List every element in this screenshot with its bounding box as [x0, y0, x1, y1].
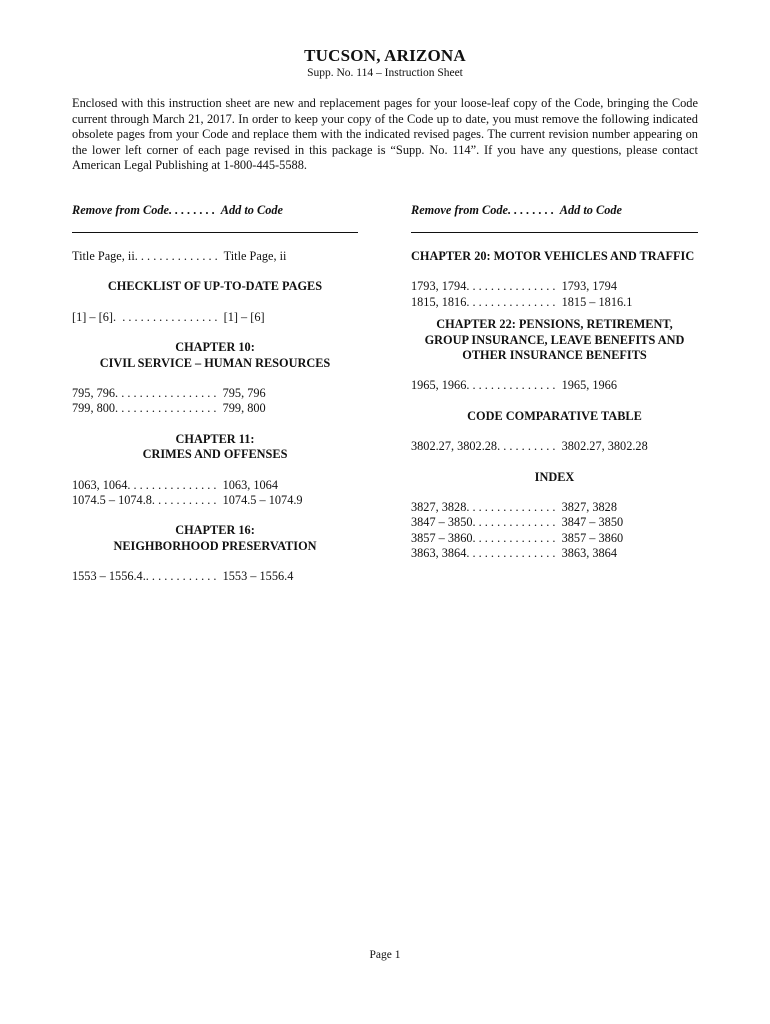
index-heading: INDEX: [534, 469, 575, 484]
document-title: TUCSON, ARIZONA: [304, 46, 466, 65]
index-entry: 3847 – 3850. . . . . . . . . . . . . . 3847 – 3850: [411, 515, 624, 530]
chapter-10-heading: CHAPTER 10:: [175, 340, 255, 355]
chapter-11-heading: CHAPTER 11:: [175, 431, 255, 446]
column-header-left: Remove from Code. . . . . . . . Add to Code: [72, 203, 283, 217]
chapter-11-entry: 1074.5 – 1074.8. . . . . . . . . . . 1074.5 – 1074.9: [72, 493, 303, 508]
intro-paragraph: Enclosed with this instruction sheet are new and replacement pages for your loose-leaf copy of the Code, bringing the Code current through March 21, 2017. In order to keep your copy of the Code up to date, you must remove the following indicated obsolete pages from your Code and replace them with the indicated revised pages. The current revision number appearing on the lower left corner of each page revised in this package is “Supp. No. 114”. If you have any questions, please contact American Legal Publishing at 1-800-445-5588.: [72, 96, 698, 173]
chapter-22-title-line-2: GROUP INSURANCE, LEAVE BENEFITS AND: [424, 332, 685, 347]
checklist-heading: CHECKLIST OF UP-TO-DATE PAGES: [107, 279, 323, 294]
code-comparative-table-heading: CODE COMPARATIVE TABLE: [467, 408, 642, 423]
right-column: [411, 203, 698, 562]
chapter-16-heading: CHAPTER 16:: [175, 523, 255, 538]
chapter-20-entry: 1815, 1816. . . . . . . . . . . . . . . 1815 – 1816.1: [411, 294, 633, 309]
chapter-20-entry: 1793, 1794. . . . . . . . . . . . . . . 1793, 1794: [411, 279, 617, 294]
left-column: [72, 203, 358, 585]
code-comparative-table-entry: 3802.27, 3802.28. . . . . . . . . . 3802.27, 3802.28: [411, 439, 648, 454]
index-entry: 3827, 3828. . . . . . . . . . . . . . . 3827, 3828: [411, 500, 617, 515]
column-header-right: Remove from Code. . . . . . . . Add to Code: [411, 203, 622, 217]
chapter-20-heading: CHAPTER 20: MOTOR VEHICLES AND TRAFFIC: [411, 249, 695, 263]
chapter-22-entry: 1965, 1966. . . . . . . . . . . . . . . 1965, 1966: [411, 378, 617, 393]
title-page-entry: Title Page, ii. . . . . . . . . . . . . . Title Page, ii: [72, 249, 287, 263]
chapter-16-entry: 1553 – 1556.4.. . . . . . . . . . . . 1553 – 1556.4: [72, 569, 294, 584]
chapter-11-entry: 1063, 1064. . . . . . . . . . . . . . . 1063, 1064: [72, 477, 278, 492]
checklist-entry: [1] – [6]. . . . . . . . . . . . . . . . . [1] – [6]: [72, 309, 265, 324]
chapter-11-title: CRIMES AND OFFENSES: [142, 447, 288, 462]
chapter-22-heading: CHAPTER 22: PENSIONS, RETIREMENT,: [436, 317, 673, 332]
index-entry: 3863, 3864. . . . . . . . . . . . . . . 3863, 3864: [411, 546, 617, 561]
page-number: Page 1: [369, 949, 401, 961]
chapter-10-entry: 795, 796. . . . . . . . . . . . . . . . . 795, 796: [72, 386, 266, 401]
chapter-22-title-line-3: OTHER INSURANCE BENEFITS: [462, 348, 647, 363]
chapter-16-title: NEIGHBORHOOD PRESERVATION: [113, 538, 317, 553]
index-entry: 3857 – 3860. . . . . . . . . . . . . . 3857 – 3860: [411, 530, 624, 545]
document-subtitle: Supp. No. 114 – Instruction Sheet: [307, 67, 463, 79]
chapter-10-entry: 799, 800. . . . . . . . . . . . . . . . . 799, 800: [72, 401, 266, 416]
chapter-10-title: CIVIL SERVICE – HUMAN RESOURCES: [99, 355, 331, 370]
